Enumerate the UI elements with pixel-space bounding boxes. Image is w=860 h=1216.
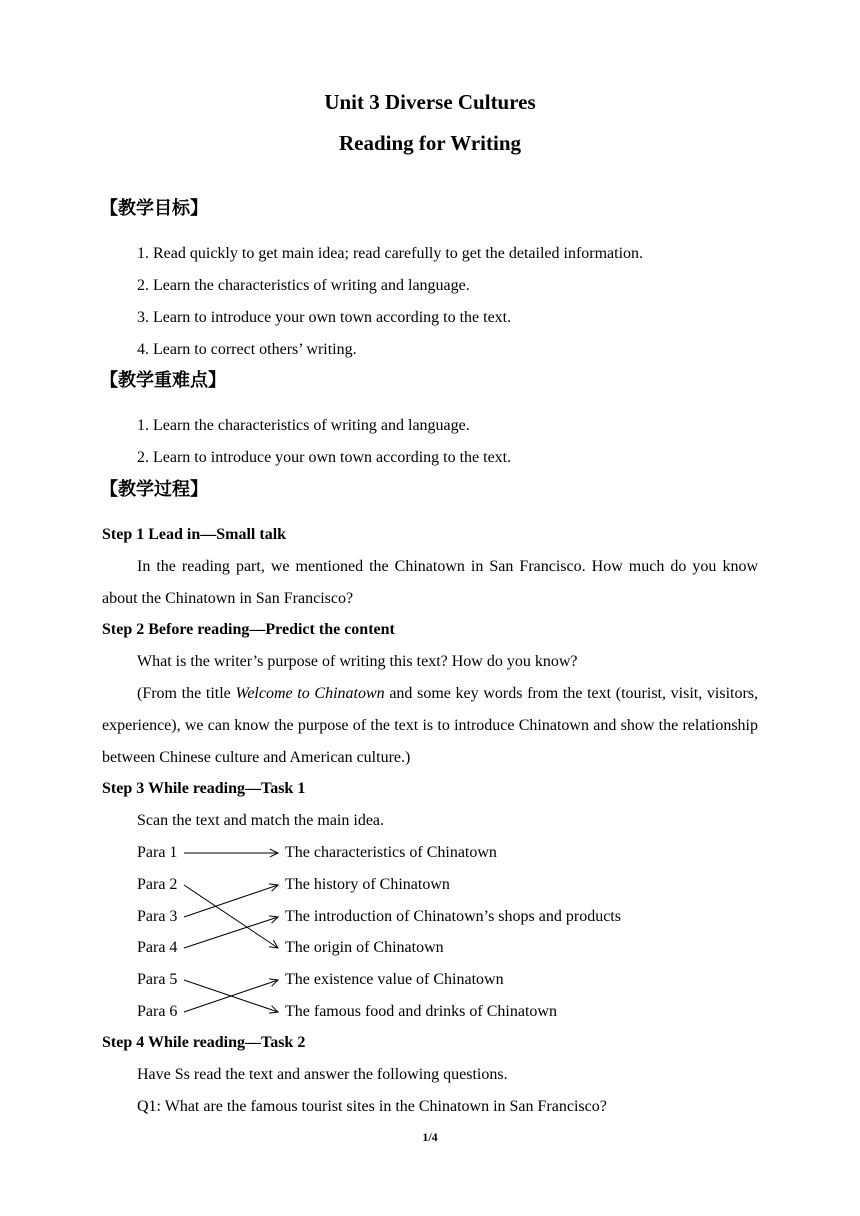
para-label: Para 5 bbox=[137, 971, 178, 988]
step2-answer-title: Welcome to Chinatown bbox=[235, 685, 385, 702]
objective-item: 4. Learn to correct others’ writing. bbox=[137, 341, 357, 358]
page-number: 1/4 bbox=[422, 1130, 438, 1144]
step1-text: In the reading part, we mentioned the Chinatown in San Francisco. How much do you know about the Chinatown in San Francisco? bbox=[102, 558, 758, 607]
page-subtitle: Reading for Writing bbox=[338, 131, 522, 155]
step3-title: Step 3 While reading—Task 1 bbox=[102, 780, 306, 797]
section-heading-objectives: 【教学目标】 bbox=[100, 198, 208, 219]
main-idea-option: The famous food and drinks of Chinatown bbox=[285, 1003, 557, 1020]
main-idea-option: The existence value of Chinatown bbox=[285, 971, 504, 988]
para-label: Para 2 bbox=[137, 876, 178, 893]
step2-title: Step 2 Before reading—Predict the content bbox=[102, 621, 395, 638]
key-point-item: 2. Learn to introduce your own town according to the text. bbox=[137, 449, 512, 466]
match-arrow-line bbox=[184, 885, 278, 917]
step2-answer-pre: (From the title bbox=[137, 685, 236, 702]
para-label: Para 6 bbox=[137, 1003, 178, 1020]
main-idea-option: The history of Chinatown bbox=[285, 876, 450, 893]
key-point-item: 1. Learn the characteristics of writing and language. bbox=[137, 417, 470, 434]
step4-question: Q1: What are the famous tourist sites in the Chinatown in San Francisco? bbox=[137, 1098, 607, 1115]
match-arrow-line bbox=[184, 885, 278, 948]
objective-item: 3. Learn to introduce your own town according to the text. bbox=[137, 309, 512, 326]
para-label: Para 4 bbox=[137, 939, 178, 956]
step4-instruction: Have Ss read the text and answer the following questions. bbox=[137, 1066, 508, 1083]
main-idea-option: The introduction of Chinatown’s shops and products bbox=[285, 908, 621, 925]
match-arrow-line bbox=[184, 917, 278, 948]
para-label: Para 3 bbox=[137, 908, 178, 925]
para-label: Para 1 bbox=[137, 844, 178, 861]
step2-answer-post: and some key words from the text (tourist, visit, visitors, experience), we can know the purpose of the text is to introduce Chinatown and show the relationship between Chinese culture and American culture.) bbox=[102, 685, 759, 766]
page-title: Unit 3 Diverse Cultures bbox=[324, 90, 536, 114]
objective-item: 1. Read quickly to get main idea; read carefully to get the detailed information. bbox=[137, 245, 644, 262]
section-heading-process: 【教学过程】 bbox=[100, 479, 208, 500]
main-idea-option: The origin of Chinatown bbox=[285, 939, 444, 956]
step2-question: What is the writer’s purpose of writing this text? How do you know? bbox=[137, 653, 578, 670]
step1-title: Step 1 Lead in—Small talk bbox=[102, 526, 287, 543]
objective-item: 2. Learn the characteristics of writing and language. bbox=[137, 277, 470, 294]
main-idea-option: The characteristics of Chinatown bbox=[285, 844, 497, 861]
step3-instruction: Scan the text and match the main idea. bbox=[137, 812, 385, 829]
section-heading-key-points: 【教学重难点】 bbox=[100, 370, 226, 391]
step4-title: Step 4 While reading—Task 2 bbox=[102, 1034, 306, 1051]
